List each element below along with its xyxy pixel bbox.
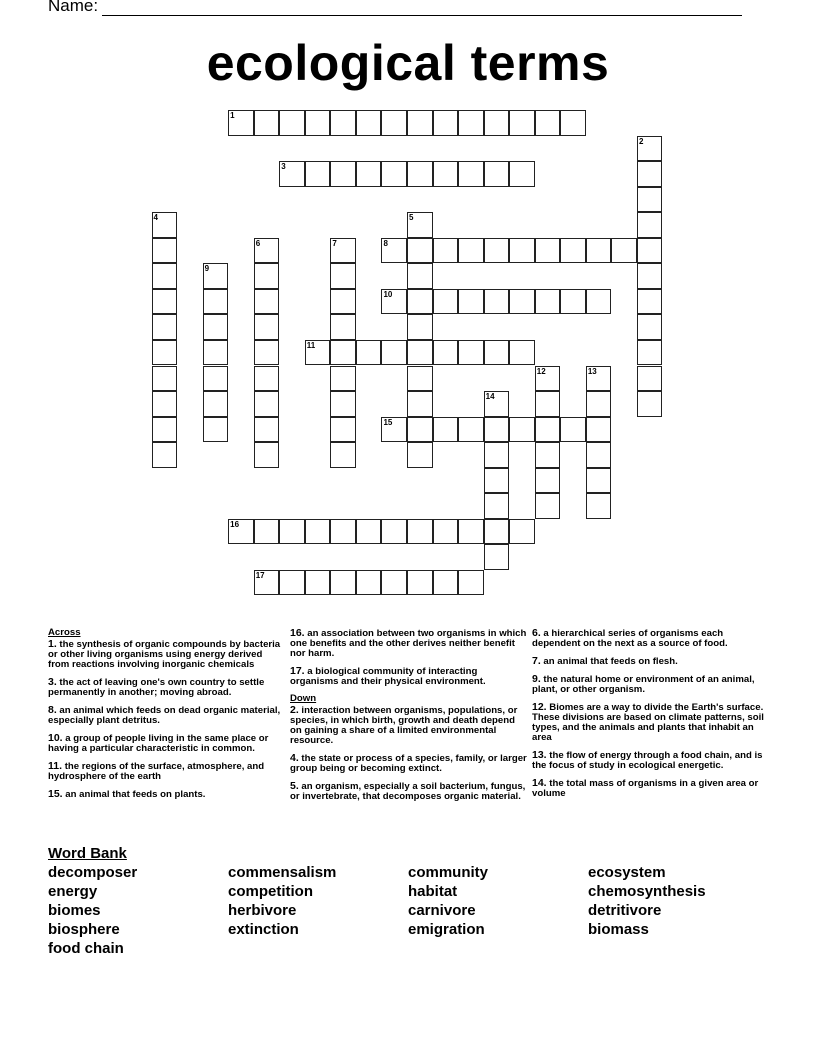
grid-cell[interactable]	[509, 340, 535, 366]
clue-item	[532, 628, 772, 649]
clue-number: 10.	[48, 732, 63, 744]
grid-cell[interactable]	[611, 238, 637, 264]
grid-cell[interactable]	[407, 417, 433, 443]
grid-cell[interactable]	[433, 570, 459, 596]
grid-cell[interactable]	[152, 289, 178, 315]
grid-cell[interactable]	[305, 519, 331, 545]
word-bank-item: decomposer	[48, 864, 138, 881]
clue-number: 7	[332, 238, 337, 248]
grid-cell[interactable]	[254, 442, 280, 468]
clue-number: 13	[587, 366, 597, 376]
clue-item	[290, 666, 528, 687]
grid-cell[interactable]	[330, 340, 356, 366]
clue-number: 9	[204, 264, 210, 274]
clue-item	[48, 639, 283, 670]
word-bank-item: competition	[228, 883, 313, 900]
clue-number: 16.	[290, 627, 305, 639]
page-title: ecological terms	[206, 35, 610, 91]
grid-cell[interactable]	[484, 289, 510, 315]
grid-cell[interactable]	[509, 289, 535, 315]
clue-text: the flow of energy through a food chain, and is the focus of study in ecological energetic.	[532, 750, 763, 771]
grid-cell[interactable]	[484, 391, 510, 417]
grid-cell[interactable]	[381, 110, 407, 136]
grid-cell[interactable]	[458, 161, 484, 187]
grid-cell[interactable]	[203, 289, 229, 315]
grid-cell[interactable]	[560, 238, 586, 264]
grid-cell[interactable]	[535, 493, 561, 519]
grid-cell[interactable]	[458, 238, 484, 264]
clue-item	[532, 674, 772, 695]
grid-cell[interactable]	[254, 340, 280, 366]
clue-number: 11	[306, 340, 316, 350]
grid-cell[interactable]	[637, 136, 663, 162]
grid-cell[interactable]	[381, 289, 407, 315]
grid-cell[interactable]	[433, 519, 459, 545]
grid-cell[interactable]	[381, 519, 407, 545]
grid-cell[interactable]	[330, 391, 356, 417]
grid-cell[interactable]	[535, 442, 561, 468]
clue-item	[532, 656, 772, 667]
grid-cell[interactable]	[586, 391, 612, 417]
grid-cell[interactable]	[509, 519, 535, 545]
clue-number: 4.	[290, 752, 299, 764]
grid-cell[interactable]	[152, 263, 178, 289]
word-bank-item: energy	[48, 883, 98, 900]
grid-cell[interactable]	[535, 417, 561, 443]
word-bank-item: food chain	[48, 940, 124, 957]
grid-cell[interactable]	[152, 314, 178, 340]
grid-cell[interactable]	[254, 519, 280, 545]
grid-cell[interactable]	[509, 110, 535, 136]
grid-cell[interactable]	[484, 468, 510, 494]
grid-cell[interactable]	[254, 570, 280, 596]
name-label: Name:	[48, 0, 99, 15]
grid-cell[interactable]	[330, 161, 356, 187]
grid-cell[interactable]	[356, 519, 382, 545]
grid-cell[interactable]	[407, 212, 433, 238]
grid-cell[interactable]	[152, 340, 178, 366]
grid-cell[interactable]	[560, 110, 586, 136]
grid-cell[interactable]	[535, 110, 561, 136]
clue-text: the total mass of organisms in a given area or volume	[532, 778, 759, 799]
across-heading: Across	[48, 627, 81, 638]
word-bank-item: detritivore	[588, 902, 662, 919]
clue-text: an animal which feeds on dead organic material, especially plant detritus.	[48, 705, 281, 726]
grid-cell[interactable]	[433, 289, 459, 315]
grid-cell[interactable]	[484, 340, 510, 366]
clue-item	[48, 733, 283, 754]
clue-text: the regions of the surface, atmosphere, and hydrosphere of the earth	[48, 761, 265, 782]
grid-cell[interactable]	[433, 417, 459, 443]
grid-cell[interactable]	[407, 340, 433, 366]
grid-cell[interactable]	[560, 289, 586, 315]
grid-cell[interactable]	[381, 340, 407, 366]
grid-cell[interactable]	[484, 493, 510, 519]
grid-cell[interactable]	[637, 187, 663, 213]
clue-item	[48, 705, 283, 726]
word-bank-item: biomass	[588, 921, 649, 938]
grid-cell[interactable]	[330, 238, 356, 264]
clue-number: 4	[153, 213, 158, 223]
clue-number: 12	[536, 366, 546, 376]
grid-cell[interactable]	[586, 417, 612, 443]
grid-cell[interactable]	[356, 110, 382, 136]
grid-cell[interactable]	[535, 238, 561, 264]
grid-cell[interactable]	[637, 289, 663, 315]
grid-cell[interactable]	[152, 366, 178, 392]
grid-cell[interactable]	[586, 238, 612, 264]
grid-cell[interactable]	[356, 570, 382, 596]
grid-cell[interactable]	[407, 519, 433, 545]
down-heading: Down	[290, 693, 317, 704]
grid-cell[interactable]	[484, 417, 510, 443]
word-bank-item: emigration	[408, 921, 485, 938]
word-bank-item: chemosynthesis	[588, 883, 706, 900]
word-bank-item: extinction	[228, 921, 299, 938]
grid-cell[interactable]	[254, 391, 280, 417]
word-bank-item: herbivore	[228, 902, 297, 919]
grid-cell[interactable]	[203, 366, 229, 392]
grid-cell[interactable]	[637, 391, 663, 417]
grid-cell[interactable]	[228, 110, 254, 136]
grid-cell[interactable]	[535, 289, 561, 315]
grid-cell[interactable]	[407, 570, 433, 596]
grid-cell[interactable]	[433, 161, 459, 187]
grid-cell[interactable]	[637, 314, 663, 340]
clue-text: an animal that feeds on flesh.	[540, 656, 678, 667]
clue-item	[290, 705, 528, 746]
clue-number: 2	[638, 136, 644, 146]
clue-number: 6.	[532, 627, 541, 639]
grid-cell[interactable]	[509, 417, 535, 443]
grid-cell[interactable]	[203, 391, 229, 417]
grid-cell[interactable]	[637, 161, 663, 187]
grid-cell[interactable]	[433, 340, 459, 366]
grid-cell[interactable]	[637, 340, 663, 366]
grid-cell[interactable]	[254, 238, 280, 264]
grid-cell[interactable]	[152, 391, 178, 417]
clue-text: the state or process of a species, family, or larger group being or becoming extinct.	[290, 753, 527, 774]
clue-text: a hierarchical series of organisms each dependent on the next as a source of food.	[532, 628, 728, 649]
grid-cell[interactable]	[586, 442, 612, 468]
grid-cell[interactable]	[433, 110, 459, 136]
clue-item	[290, 628, 528, 659]
grid-cell[interactable]	[330, 519, 356, 545]
clue-text: the natural home or environment of an animal, plant, or other organism.	[532, 674, 755, 695]
grid-cell[interactable]	[381, 570, 407, 596]
grid-cell[interactable]	[458, 570, 484, 596]
clue-text: a group of people living in the same place or having a particular characteristic in common.	[48, 733, 269, 754]
grid-cell[interactable]	[458, 289, 484, 315]
grid-cell[interactable]	[330, 289, 356, 315]
grid-cell[interactable]	[330, 417, 356, 443]
grid-cell[interactable]	[637, 263, 663, 289]
clue-number: 3.	[48, 676, 57, 688]
word-bank-column-3	[408, 863, 488, 939]
clue-number: 14.	[532, 777, 547, 789]
clue-number: 3	[281, 162, 286, 172]
clue-number: 1.	[48, 638, 57, 650]
grid-cell[interactable]	[356, 161, 382, 187]
grid-cell[interactable]	[381, 161, 407, 187]
grid-cell[interactable]	[356, 340, 382, 366]
clue-number: 5.	[290, 780, 299, 792]
grid-cell[interactable]	[305, 340, 331, 366]
clue-number: 17	[255, 570, 265, 580]
grid-cell[interactable]	[254, 263, 280, 289]
clue-text: an animal that feeds on plants.	[62, 789, 206, 800]
clue-number: 15	[383, 417, 393, 427]
word-bank-item: biosphere	[48, 921, 120, 938]
clue-number: 5	[409, 213, 414, 223]
clue-number: 13.	[532, 749, 547, 761]
grid-cell[interactable]	[535, 366, 561, 392]
grid-cell[interactable]	[484, 161, 510, 187]
clue-number: 15.	[48, 788, 63, 800]
grid-cell[interactable]	[203, 314, 229, 340]
grid-cell[interactable]	[279, 519, 305, 545]
grid-cell[interactable]	[458, 519, 484, 545]
grid-cell[interactable]	[407, 366, 433, 392]
grid-cell[interactable]	[407, 110, 433, 136]
clue-number: 17.	[290, 665, 305, 677]
grid-cell[interactable]	[509, 238, 535, 264]
word-bank-column-2	[228, 863, 336, 939]
grid-cell[interactable]	[152, 212, 178, 238]
clue-text: an organism, especially a soil bacterium, fungus, or invertebrate, that decomposes organic material.	[290, 781, 526, 802]
grid-cell[interactable]	[203, 340, 229, 366]
grid-cell[interactable]	[560, 417, 586, 443]
grid-cell[interactable]	[330, 314, 356, 340]
word-bank-item: community	[408, 864, 489, 881]
clue-item	[290, 781, 528, 802]
grid-cell[interactable]	[407, 442, 433, 468]
clue-item	[48, 789, 283, 800]
word-bank-column-1	[48, 863, 137, 958]
clue-item	[532, 778, 772, 799]
clue-number: 6	[255, 238, 261, 248]
clue-number: 12.	[532, 701, 547, 713]
word-bank-item: biomes	[48, 902, 101, 919]
word-bank-column-4	[588, 863, 706, 939]
grid-cell[interactable]	[203, 263, 229, 289]
clues-column-3	[532, 628, 772, 806]
grid-cell[interactable]	[254, 110, 280, 136]
clue-number: 10	[383, 289, 393, 299]
clue-text: Biomes are a way to divide the Earth's surface. These divisions are based on climate patterns, soil types, and the animals and plants that inhabit an area	[532, 702, 764, 743]
clue-text: an association between two organisms in which one benefits and the other derives neither benefit nor harm.	[290, 628, 527, 659]
grid-cell[interactable]	[637, 366, 663, 392]
grid-cell[interactable]	[484, 238, 510, 264]
grid-cell[interactable]	[484, 110, 510, 136]
grid-cell[interactable]	[203, 417, 229, 443]
clue-number: 11.	[48, 760, 63, 772]
clue-number: 2.	[290, 704, 299, 716]
grid-cell[interactable]	[305, 161, 331, 187]
grid-cell[interactable]	[305, 110, 331, 136]
clue-number: 7.	[532, 655, 541, 667]
clue-number: 1	[230, 111, 235, 120]
grid-cell[interactable]	[279, 110, 305, 136]
grid-cell[interactable]	[152, 238, 178, 264]
grid-cell[interactable]	[152, 417, 178, 443]
clue-number: 9.	[532, 673, 541, 685]
grid-cell[interactable]	[458, 340, 484, 366]
grid-cell[interactable]	[509, 161, 535, 187]
grid-cell[interactable]	[637, 238, 663, 264]
grid-cell[interactable]	[433, 238, 459, 264]
word-bank-title: Word Bank	[48, 845, 127, 862]
clue-item	[532, 702, 772, 743]
clue-number: 14	[485, 392, 495, 402]
clue-item	[290, 753, 528, 774]
grid-cell[interactable]	[381, 238, 407, 264]
clue-item	[532, 750, 772, 771]
grid-cell[interactable]	[586, 366, 612, 392]
grid-cell[interactable]	[458, 110, 484, 136]
word-bank-item: carnivore	[408, 902, 476, 919]
clues-column-2	[290, 628, 528, 809]
clue-text: interaction between organisms, populations, or species, in which birth, growth and death depend on gaining a share of a limited environmental resource.	[290, 705, 518, 746]
word-bank-item: ecosystem	[588, 864, 666, 881]
grid-cell[interactable]	[586, 289, 612, 315]
clue-number: 8.	[48, 704, 57, 716]
grid-cell[interactable]	[305, 570, 331, 596]
grid-cell[interactable]	[330, 570, 356, 596]
grid-cell[interactable]	[586, 493, 612, 519]
grid-cell[interactable]	[458, 417, 484, 443]
grid-cell[interactable]	[407, 314, 433, 340]
grid-cell[interactable]	[228, 519, 254, 545]
clue-text: the act of leaving one's own country to settle permanently in another; moving abroad.	[48, 677, 265, 698]
clue-number: 16	[230, 519, 240, 529]
grid-cell[interactable]	[254, 366, 280, 392]
grid-cell[interactable]	[535, 468, 561, 494]
clue-item	[48, 761, 283, 782]
grid-cell[interactable]	[586, 468, 612, 494]
grid-cell[interactable]	[152, 442, 178, 468]
grid-cell[interactable]	[407, 238, 433, 264]
grid-cell[interactable]	[484, 544, 510, 570]
grid-cell[interactable]	[254, 289, 280, 315]
grid-cell[interactable]	[330, 110, 356, 136]
grid-cell[interactable]	[637, 212, 663, 238]
grid-cell[interactable]	[330, 263, 356, 289]
grid-cell[interactable]	[484, 519, 510, 545]
grid-cell[interactable]	[279, 570, 305, 596]
clues-column-1	[48, 628, 283, 807]
grid-cell[interactable]	[254, 417, 280, 443]
grid-cell[interactable]	[330, 442, 356, 468]
grid-cell[interactable]	[279, 161, 305, 187]
clue-number: 8	[383, 238, 388, 248]
grid-cell[interactable]	[407, 161, 433, 187]
clue-text: the synthesis of organic compounds by bacteria or other living organisms using energy derived from reactions involving inorganic chemicals	[48, 639, 281, 670]
clue-text: a biological community of interacting organisms and their physical environment.	[290, 666, 486, 687]
grid-cell[interactable]	[381, 417, 407, 443]
grid-cell[interactable]	[407, 289, 433, 315]
word-bank-item: commensalism	[228, 864, 337, 881]
clue-item	[48, 677, 283, 698]
grid-cell[interactable]	[484, 442, 510, 468]
word-bank-item: habitat	[408, 883, 458, 900]
grid-cell[interactable]	[254, 314, 280, 340]
grid-cell[interactable]	[330, 366, 356, 392]
grid-cell[interactable]	[407, 263, 433, 289]
grid-cell[interactable]	[407, 391, 433, 417]
grid-cell[interactable]	[535, 391, 561, 417]
